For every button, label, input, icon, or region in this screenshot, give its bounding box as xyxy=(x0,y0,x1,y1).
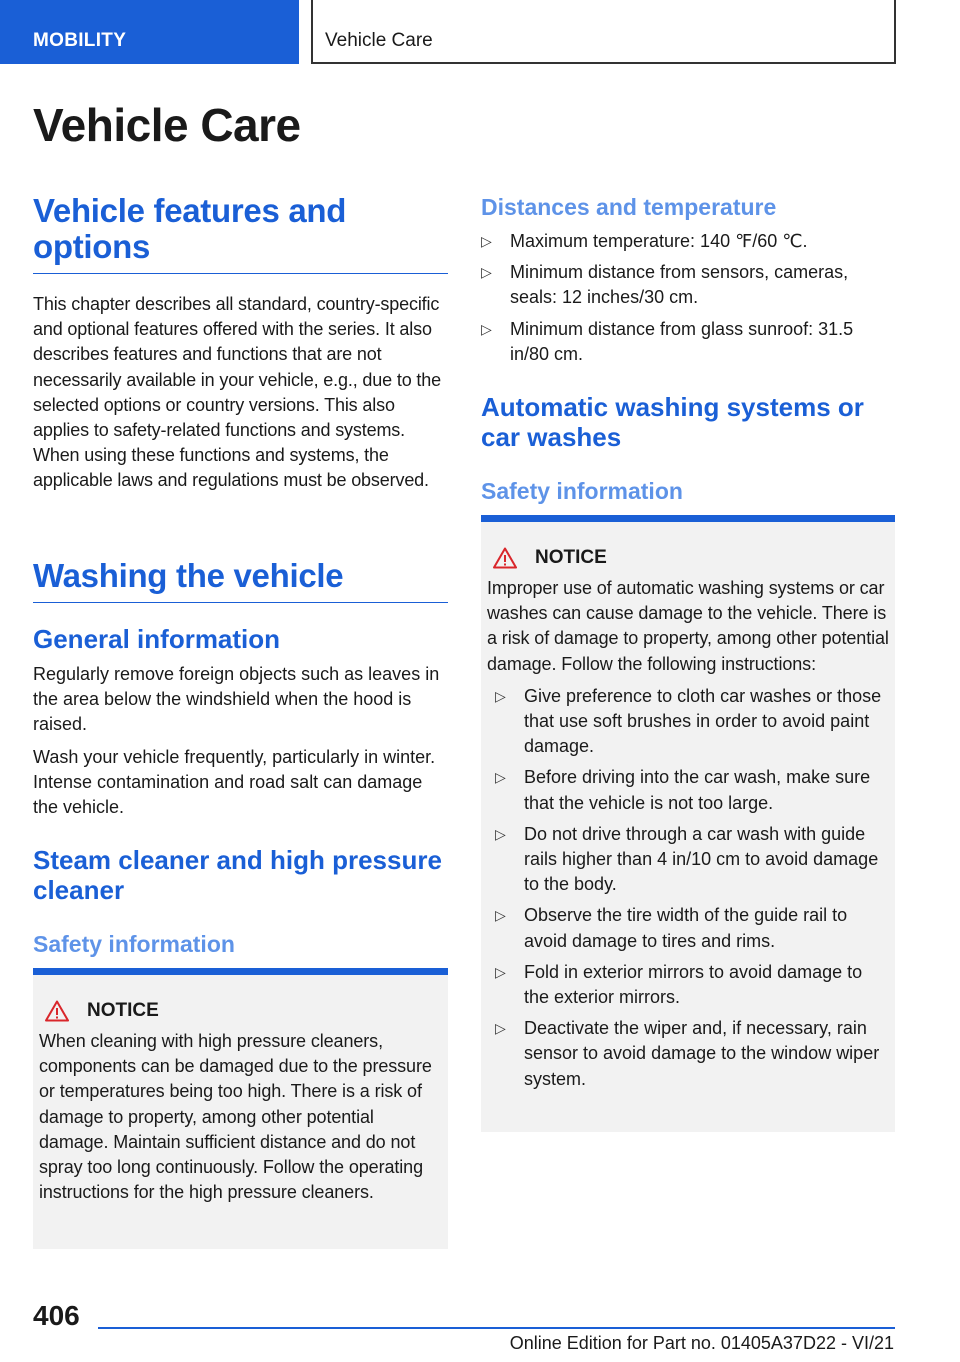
triangle-right-icon: ▷ xyxy=(495,1020,506,1037)
page-title: Vehicle Care xyxy=(33,99,301,151)
washing-heading: Washing the vehicle xyxy=(33,558,448,603)
triangle-right-icon: ▷ xyxy=(495,907,506,924)
distances-heading: Distances and temperature xyxy=(481,194,777,220)
general-heading: General information xyxy=(33,624,281,654)
notice-header xyxy=(493,544,889,572)
list-item: ▷ Do not drive through a car wash with guide rails higher than 4 in/10 cm to avoid damage to the body. xyxy=(495,823,879,895)
triangle-right-icon: ▷ xyxy=(481,320,492,337)
header-section-tab: MOBILITY xyxy=(0,0,299,64)
list-item: ▷ Before driving into the car wash, make sure that the vehicle is not too large. xyxy=(495,767,871,813)
triangle-right-icon: ▷ xyxy=(481,233,492,249)
warning-triangle-icon xyxy=(493,547,517,569)
safety-heading-right: Safety information xyxy=(481,478,683,504)
auto-wash-heading: Automatic washing systems or car washes xyxy=(481,392,864,452)
list-item: ▷ Observe the tire width of the guide rail to avoid damage to tires and rims. xyxy=(495,905,848,951)
notice-header xyxy=(45,997,442,1025)
notice-box-left xyxy=(33,968,448,1249)
notice-list xyxy=(495,684,889,1092)
list-item: ▷ Fold in exterior mirrors to avoid damage to the exterior mirrors. xyxy=(495,961,863,1008)
steam-heading: Steam cleaner and high pressure cleaner xyxy=(33,845,442,905)
triangle-right-icon: ▷ xyxy=(481,264,492,281)
header-chapter-tab: Vehicle Care xyxy=(311,0,896,64)
triangle-right-icon: ▷ xyxy=(495,687,506,704)
features-heading: Vehicle features and options xyxy=(33,193,448,274)
features-text: This chapter describes all standard, country-specific and optional features offered with the series. It also describes features and functions that are not necessarily available in your vehicle, e.g., due to the selected options or country versions. This also applies to safety-related functions and systems. When using these functions and systems, the applicable laws and regulations must be observed. xyxy=(33,294,441,491)
list-item: ▷ Minimum distance from glass sunroof: 31.5 in/80 cm. xyxy=(481,318,854,364)
distances-list xyxy=(481,229,895,373)
footer-edition: Online Edition for Part no. 01405A37D22 - VI/21 xyxy=(509,1333,894,1353)
list-item: ▷ Deactivate the wiper and, if necessary, rain sensor to avoid damage to the window wiper system. xyxy=(495,1018,880,1089)
notice-text: Improper use of automatic washing systems or car washes can cause damage to the vehicle. There is a risk of damage to property, among other potential damage. Follow the following instructions: xyxy=(487,578,889,674)
footer-divider xyxy=(98,1327,895,1329)
notice-text: When cleaning with high pressure cleaners, components can be damaged due to the pressure or temperatures being too high. There is a risk of damage to property, among other potential damage. Maintain sufficient distance and do not spray too long continuously. Follow the operating instructions for the high pressure cleaners. xyxy=(39,1031,432,1203)
notice-label: NOTICE xyxy=(87,1000,159,1021)
list-item: ▷ Maximum temperature: 140 ℉/60 ℃. xyxy=(481,229,895,254)
triangle-right-icon: ▷ xyxy=(495,825,506,842)
notice-label: NOTICE xyxy=(535,547,607,568)
notice-box-right xyxy=(481,515,895,1132)
general-text-1: Regularly remove foreign objects such as leaves in the area below the windshield when the hood is raised. xyxy=(33,664,440,735)
page-number: 406 xyxy=(33,1300,80,1331)
triangle-right-icon: ▷ xyxy=(495,769,506,786)
list-item: ▷ Give preference to cloth car washes or those that use soft brushes in order to avoid paint damage. xyxy=(495,685,882,757)
warning-triangle-icon xyxy=(45,1000,69,1022)
general-text-2: Wash your vehicle frequently, particularly in winter. Intense contamination and road salt can damage the vehicle. xyxy=(33,747,436,818)
triangle-right-icon: ▷ xyxy=(495,963,506,980)
safety-heading-left: Safety information xyxy=(33,931,235,957)
list-item: ▷ Minimum distance from sensors, cameras, seals: 12 inches/30 cm. xyxy=(481,262,849,308)
